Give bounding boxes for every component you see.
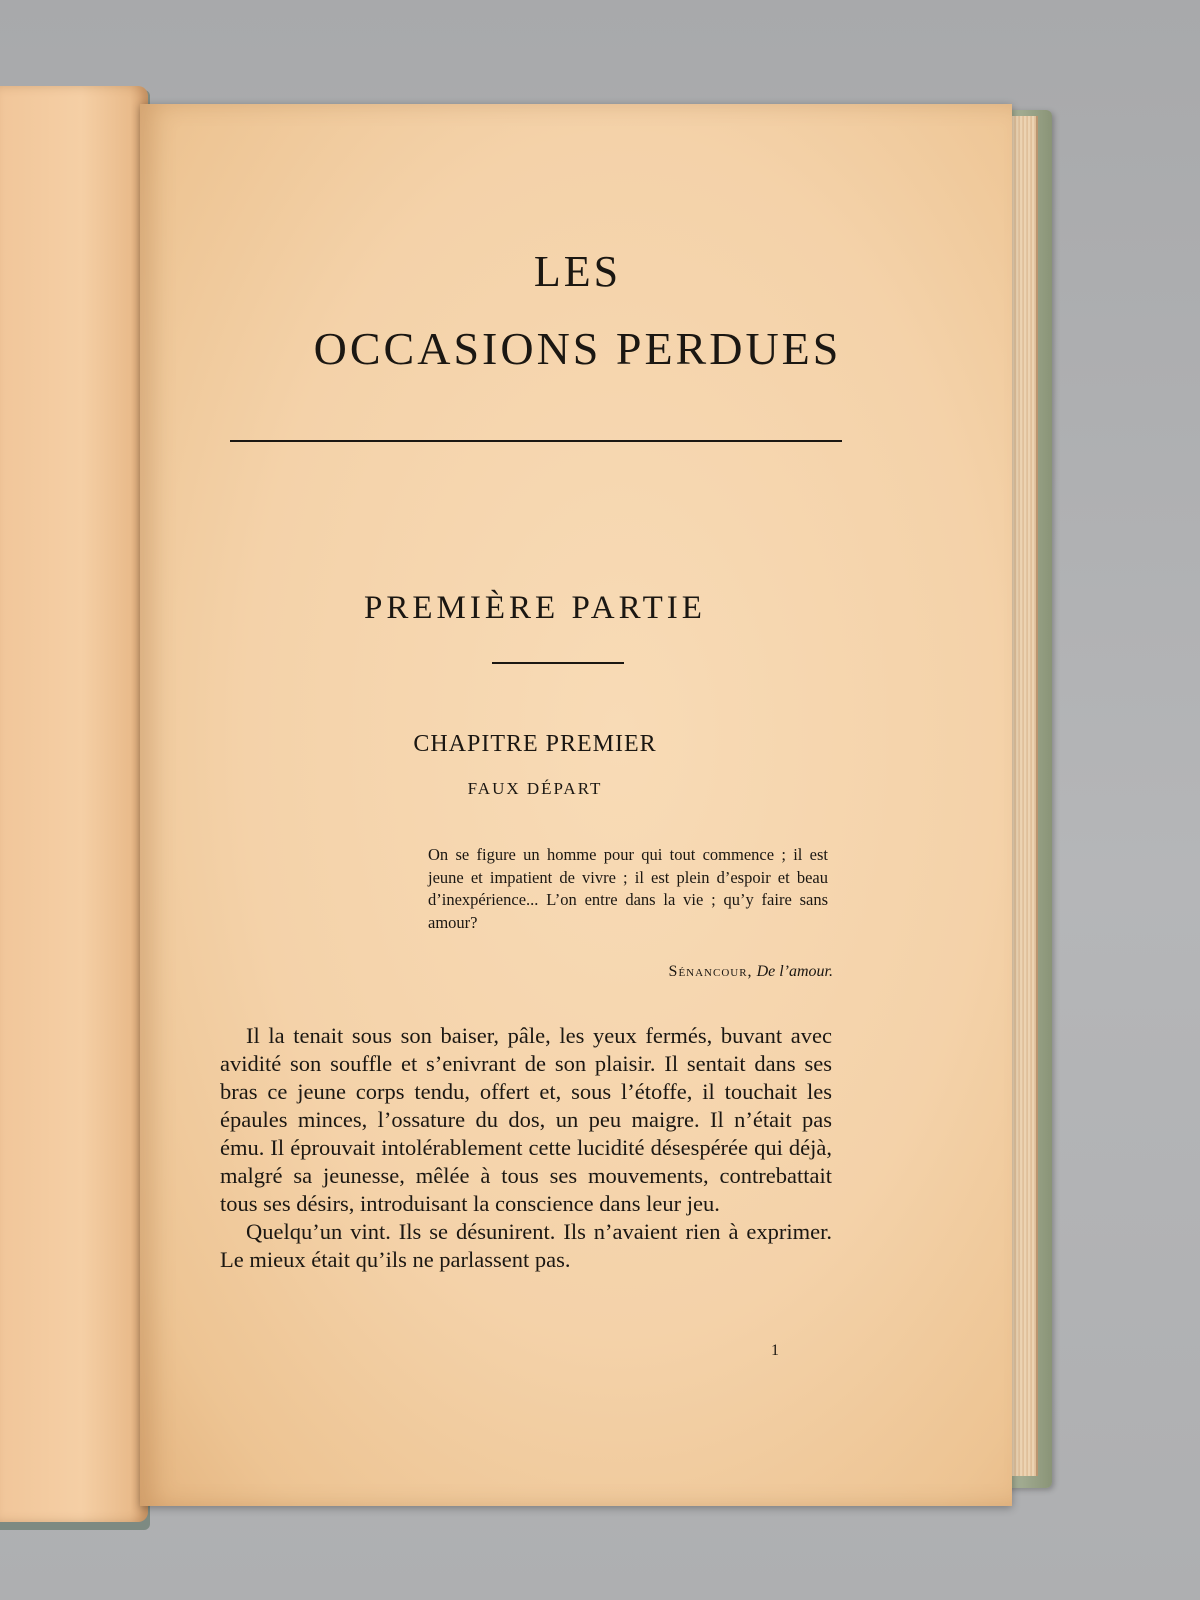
- paragraph: Il la tenait sous son baiser, pâle, les yeux fermés, buvant avec avidité son souffle et s’enivrant de son plaisir. Il sentait dans ses bras ce jeune corps tendu, offert et, sous l’étoffe, il touchait les épaules minces, l’ossature du dos, un peu maigre. Il n’était pas ému. Il éprouvait intolérablement cette lucidité désespérée qui déjà, malgré sa jeunesse, mêlée à tous ses mouvements, contrebattait tous ses désirs, introduisant la conscience dans leur jeu.: [220, 1023, 832, 1216]
- chapter-subtitle: FAUX DÉPART: [467, 779, 603, 798]
- book-page: [140, 104, 1012, 1506]
- epigraph: On se figure un homme pour qui tout commence ; il est jeune et impatient de vivre ; il est plein d’espoir et beau d’inexpérience... L’on entre dans la vie ; qu’y faire sans amour?: [428, 845, 828, 932]
- page-number: 1: [771, 1342, 779, 1359]
- paragraph: Quelqu’un vint. Ils se désunirent. Ils n’avaient rien à exprimer. Le mieux était qu’ils ne parlassent pas.: [220, 1219, 832, 1272]
- book-title-line-2: OCCASIONS PERDUES: [313, 323, 842, 374]
- part-rule: [492, 662, 624, 664]
- chapter-title: CHAPITRE PREMIER: [413, 731, 657, 757]
- body-text: [220, 1022, 832, 1274]
- book-title-line-1: LES: [533, 247, 622, 296]
- epigraph-author: Sénancour,: [668, 963, 753, 980]
- epigraph-attribution: [428, 964, 833, 980]
- left-page: [0, 86, 148, 1522]
- part-title: PREMIÈRE PARTIE: [364, 590, 706, 626]
- title-rule: [230, 440, 842, 442]
- epigraph-work: De l’amour.: [756, 963, 833, 980]
